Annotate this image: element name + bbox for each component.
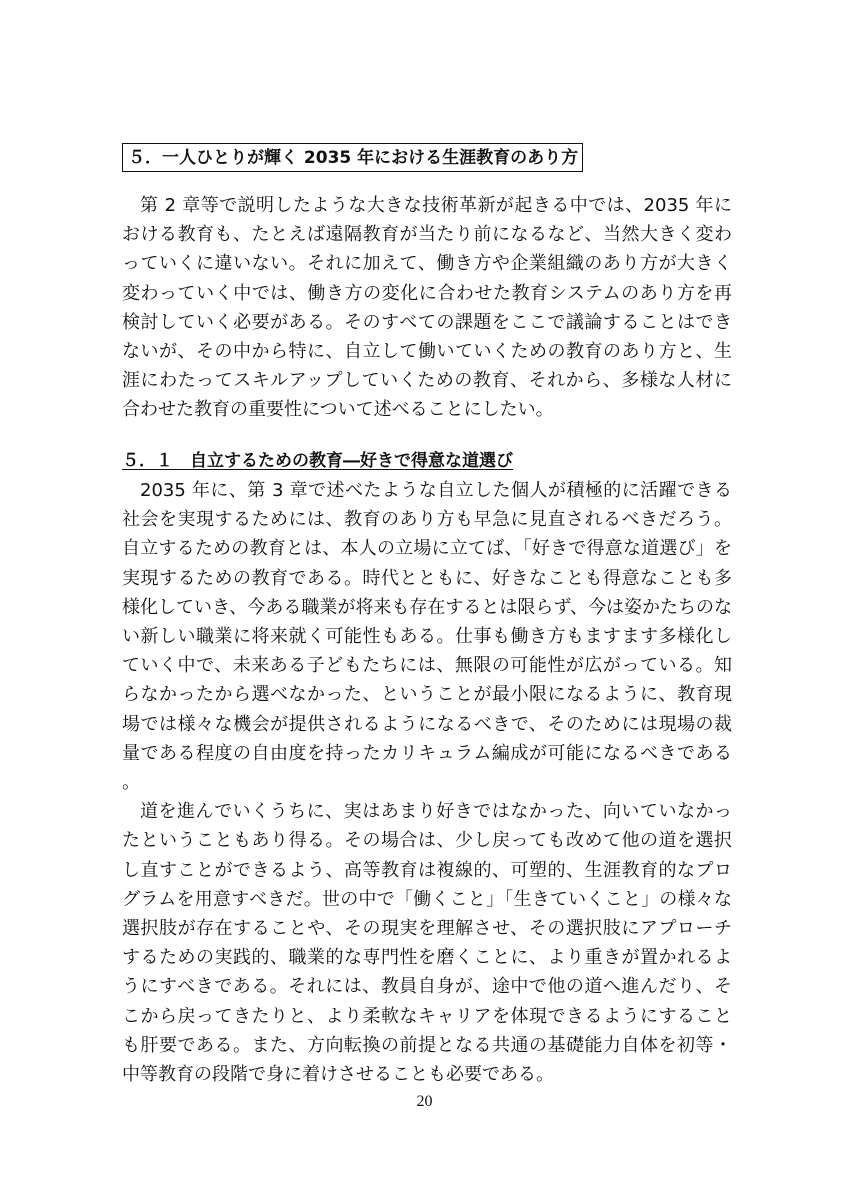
body-paragraph-1: 2035 年に、第 3 章で述べたような自立した個人が積極的に活躍できる社会を実現するためには、教育のあり方も早急に見直されるべきだろう。自立するための教育とは、本人の立場に立てば、「好きで得意な道選び」を実現するための教育である。時代とともに、好きなことも得意なことも多様化していき、今ある職業が将来も存在するとは限らず、今は姿かたちのない新しい職業に将来就く可能性もある。仕事も働き方もますます多様化していく中で、未来ある子どもたちには、無限の可能性が広がっている。知らなかったから選べなかった、ということが最小限になるように、教育現場では様々な機会が提供されるようになるべきで、そのためには現場の裁量である程度の自由度を持ったカリキュラム編成が可能になるべきである。 [122,480,732,794]
subsection-body [122,476,732,1089]
body-paragraph-2: 道を進んでいくうちに、実はあまり好きではなかった、向いていなかったということもあり得る。その場合は、少し戻っても改めて他の道を選択し直すことができるよう、高等教育は複線的、可塑的、生涯教育的なプログラムを用意すべきだ。世の中で「働くこと」「生きていくこと」の様々な選択肢が存在することや、その現実を理解させ、その選択肢にアプローチするための実践的、職業的な専門性を磨くことに、より重きが置かれるようにすべきである。それには、教員自身が、途中で他の道へ進んだり、そこから戻ってきたりと、より柔軟なキャリアを体現できるようにすることも肝要である。また、方向転換の前提となる共通の基礎能力自体を初等・中等教育の段階で身に着けさせることも必要である。 [122,801,732,1086]
intro-paragraph: 第 2 章等で説明したような大きな技術革新が起きる中では、2035 年における教育も、たとえば遠隔教育が当たり前になるなど、当然大きく変わっていくに違いない。それに加えて、働き方や企業組織のあり方が大きく変わっていく中では、働き方の変化に合わせた教育システムのあり方を再検討していく必要がある。そのすべての課題をここで議論することはできないが、その中から特に、自立して働いていくための教育のあり方と、生涯にわたってスキルアップしていくための教育、それから、多様な人材に合わせた教育の重要性について述べることにしたい。 [122,195,732,421]
page-number: 20 [416,1093,433,1110]
section-intro [122,191,732,425]
section-heading: ５．一人ひとりが輝く 2035 年における生涯教育のあり方 [122,143,583,172]
subsection-heading: ５．１ 自立するための教育―好きで得意な道選び [122,451,513,471]
